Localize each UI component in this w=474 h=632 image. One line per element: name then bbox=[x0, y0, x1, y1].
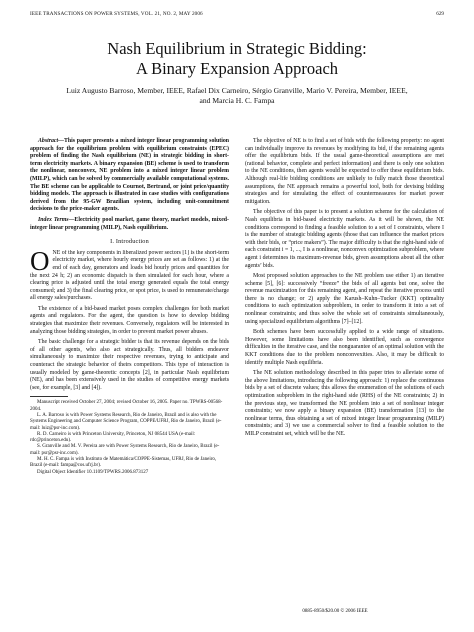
intro-paragraph-1 bbox=[30, 250, 229, 303]
footnote-fampa: M. H. C. Fampa is with Instituto de Matemática/COPPE-Sistemas, UFRJ, Rio de Janeiro, Brazil (e-mail: fampa@cos.ufrj.br). bbox=[30, 457, 217, 469]
section-heading-introduction: I. Introduction bbox=[110, 238, 149, 246]
footnote-doi: Digital Object Identifier 10.1109/TPWRS.2006.873127 bbox=[37, 469, 149, 475]
author-list bbox=[40, 86, 434, 106]
footnote-carneiro: R. D. Carneiro is with Princeton University, Princeton, NJ 08544 USA (e-mail: rdc@princeton.edu). bbox=[30, 431, 196, 444]
abstract-text: This paper presents a mixed integer linear programming solution approach for the equilibrium problem with equilibrium constraints (EPEC) problem of finding the Nash equilibrium (NE) in strategic bidding in short-term electricity markets. A binary expansion (BE) scheme is used to transform the nonlinear, nonconvex, NE problem into a mixed integer linear problem (MILP), which can be solved by commercially available computational systems. The BE scheme can be applicable to Cournot, Bertrand, or joint price/quantity bidding models. The approach is illustrated in case studies with configurations derived from the 95-GW Brazilian system, including unit-commitment decisions to the price-maker agents. bbox=[30, 138, 229, 213]
left-column bbox=[30, 138, 229, 476]
title-line-2: A Binary Expansion Approach bbox=[135, 59, 339, 78]
running-header bbox=[30, 11, 444, 19]
abstract bbox=[30, 138, 229, 214]
right-paragraph-3: Most proposed solution approaches to the NE problem use either 1) an iterative scheme [5], [6]: successively “freeze” the bids of all agents but one, solve the revenue maximization for this remaining agent, and repeat the iterative process until there is no change; or 2) apply the Karush–Kuhn–Tucker (KKT) optimality conditions to each optimization subproblem, in order to transform it into a set of nonlinear constraints; and thus solve the whole set of constraints simultaneously, using specialized equilibrium algorithms [7]–[12]. bbox=[245, 273, 444, 325]
intro-paragraph-2: The existence of a bid-based market poses complex challenges for both market agents and regulators. For the agent, the question is how to develop bidding strategies that maximize their revenues. Conversely, regulators will be interested in analyzing those bidding strategies, in order to prevent market power abuses. bbox=[30, 305, 229, 335]
footnotes bbox=[30, 400, 229, 476]
abstract-label: Abstract— bbox=[38, 138, 64, 144]
intro-p1-text: NE of the key components in liberalized power sectors [1] is the short-term electricity market, where hourly energy prices are set as follows: 1) at the end of each day, generators and loads bid hourly prices and quantities for the next 24 h; 2) an economic dispatch is then simulated for each hour, where a clearing price is adjusted until the total energy generated equals the total energy consumed; and 3) the final clearing price, or spot price, is used to remunerate/charge all energy sales/purchases. bbox=[30, 249, 229, 302]
title-line-1: Nash Equilibrium in Strategic Bidding: bbox=[107, 39, 367, 58]
footnote-rule bbox=[30, 396, 68, 397]
intro-paragraph-3: The basic challenge for a strategic bidder is that its revenue depends on the bids of all other agents, who also act strategically. Thus, all bidders endeavor simultaneously to maximize their respective revenues, trying to anticipate and counteract the strategic behavior of theirs competitors. This type of interaction is usually modeled by game-theoretic concepts [2], in particular Nash equilibrium (NE), and has been extensively used in the studies of competitive energy markets (see, for example, [3] and [4]). bbox=[30, 339, 229, 391]
right-paragraph-4: Both schemes have been successfully applied to a wide range of situations. However, some limitations have also been identified, such as convergence difficulties in the iterative case, and the nonguarantee of an optimal solution with the KKT conditions due to the problem nonconvexities. Also, it may be difficult to identify multiple Nash equilibria. bbox=[245, 329, 444, 366]
index-terms-text: Electricity pool market, game theory, market models, mixed-integer linear programming (MILP), Nash equilibrium. bbox=[30, 216, 229, 231]
copyright-footer bbox=[0, 609, 474, 614]
drop-cap-letter: O bbox=[30, 249, 50, 276]
footnote-barroso: L. A. Barroso is with Power Systems Research, Rio de Janeiro, Brazil and is also with the Systems Engineering and Computer Science Program, COPPE/UFRJ, Rio de Janeiro, Brazil (e-mail: luiz@psr-inc.com). bbox=[30, 413, 222, 431]
right-paragraph-1: The objective of NE is to find a set of bids with the following property: no agent can individually improve its revenues by modifying its bid, if the remaining agents offer the equilibrium bids. If the usual game-theoretical assumptions are met (rational behavior, complete and perfect information) and there is only one solution to the NE conditions, then agents would be expected to offer these equilibrium bids. Although real-life bidding conditions are unlikely to fully match those theoretical assumptions, the NE approach remains a powerful tool, both for devising bidding strategies and for simulating the effect of countermeasures for market power mitigation. bbox=[245, 138, 444, 205]
authors-line-2: and Marcia H. C. Fampa bbox=[199, 96, 275, 105]
journal-name: IEEE TRANSACTIONS ON POWER SYSTEMS, VOL. 21, NO. 2, MAY 2006 bbox=[30, 11, 203, 17]
footnote-granville-pereira: S. Granville and M. V. Pereira are with Power Systems Research, Rio de Janeiro, Brazil (e-mail: psr@psr-inc.com). bbox=[30, 444, 220, 456]
index-terms-label: Index Terms— bbox=[38, 216, 75, 223]
index-terms bbox=[30, 217, 229, 232]
right-paragraph-5: The NE solution methodology described in this paper tries to alleviate some of the above limitations, introducing the following approach: 1) replace the continuous bids by a set of discrete values; this allows the enumeration of the solutions of each optimization subproblem in the right-hand side (RHS) of the NE constraints; 2) in the previous step, we transformed the NE problem into a set of nonlinear integer constraints; we now apply a binary expansion (BE) transformation [13] to the nonlinear terms, thus obtaining a set of mixed integer linear programming (MILP) constraints; and 3) we use a commercial solver to find a feasible solution to the MILP constraint set, which will be the NE. bbox=[245, 370, 444, 437]
authors-line-1: Luiz Augusto Barroso, Member, IEEE, Rafael Dix Carneiro, Sérgio Granville, Mario V. Pereira, Member, IEEE, bbox=[66, 86, 408, 95]
right-paragraph-2: The objective of this paper is to present a solution scheme for the calculation of Nash equilibria in bid-based electricity markets. As it will be shown, the NE conditions correspond to finding a feasible solution to a set of I constraints, where I is the number of strategic bidding agents (those that can influence the market prices with their bids, or “price makers”). The major difficulty is that the right-hand side of each constraint i = 1, ..., I is a nonlinear, nonconvex optimization subproblem, where agent i determines its maximum-revenue bids, given assumptions about all the other agents’ bids. bbox=[245, 209, 444, 269]
copyright-text: 0885-8950/$20.00 © 2006 IEEE bbox=[302, 609, 368, 614]
footnote-manuscript: Manuscript received October 27, 2004; revised October 16, 2005. Paper no. TPWRS-00568-2004. bbox=[30, 400, 223, 412]
right-column bbox=[245, 138, 444, 442]
page-number: 629 bbox=[436, 11, 444, 17]
paper-title bbox=[30, 39, 444, 79]
